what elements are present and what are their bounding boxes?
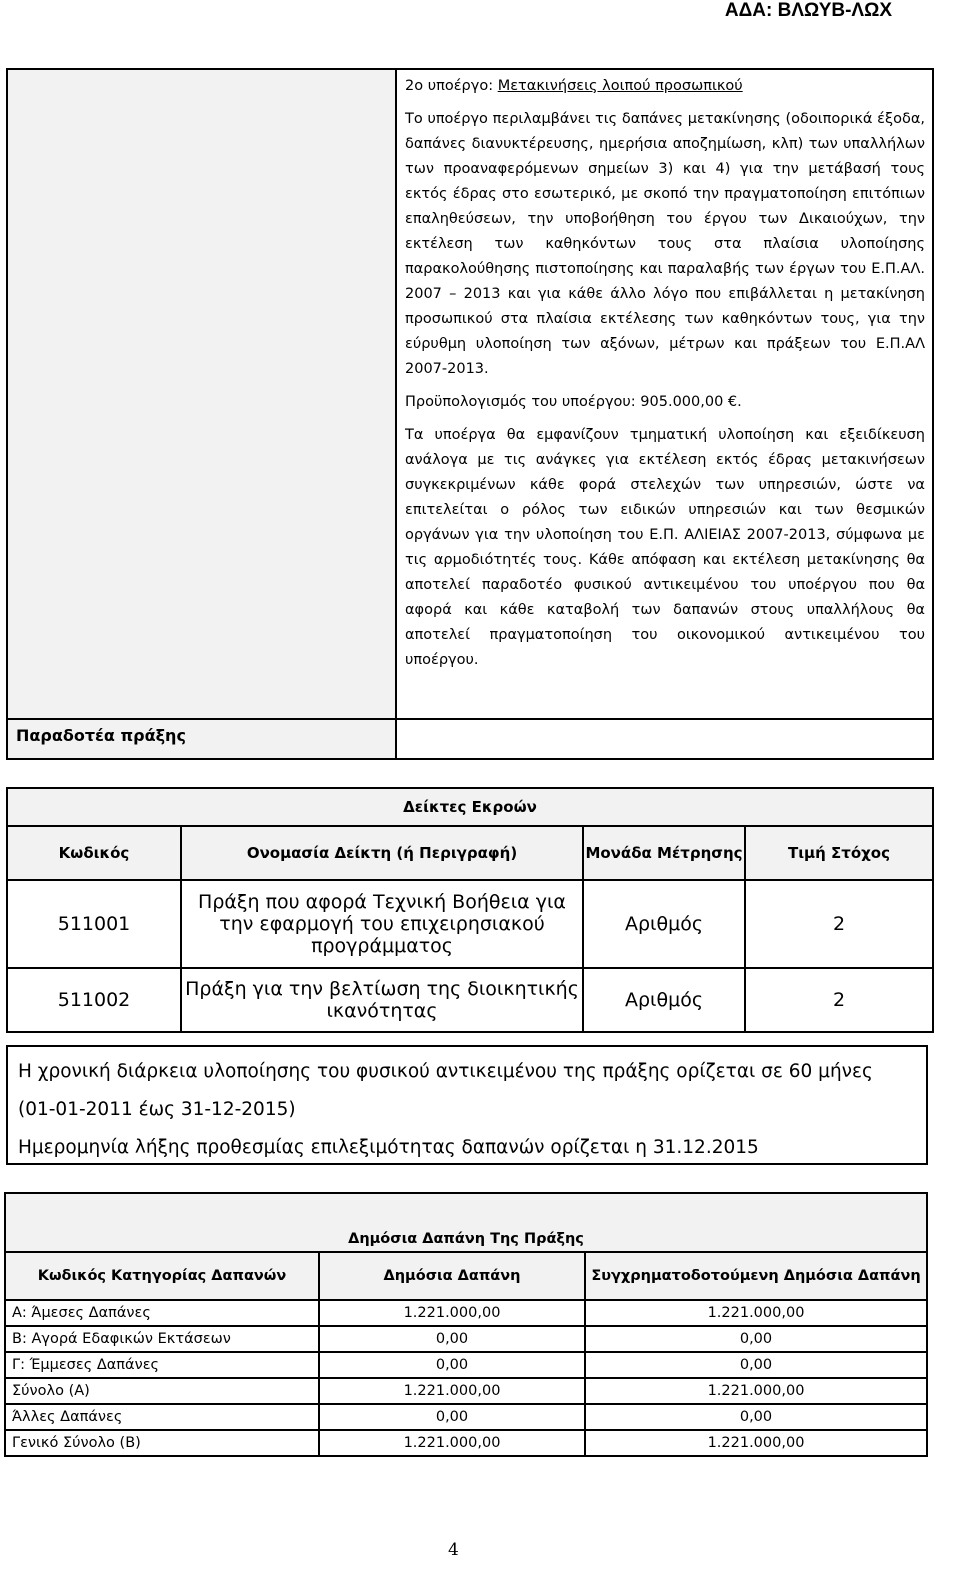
deliverables-label: Παραδοτέα πράξης (16, 726, 186, 745)
subproject-description: Το υποέργο περιλαμβάνει τις δαπάνες μετακίνησης (οδοιπορικά έξοδα, δαπάνες διανυκτέρευσης, ημερήσια αποζημίωση, κλπ) των υπαλλήλων των προαναφερόμενων σημείων 3) και 4) για την μετάβασή τους εκτός έδρας στο εσωτερικό, με σκοπό την πραγματοποίηση επιτόπιων επαληθεύσεων, την υποβοήθηση του έργου των Δικαιούχων, την εκτέλεση των καθηκόντων τους στα πλαίσια υλοποίησης παρακολούθησης πιστοποίησης και παραλαβής των έργων του Ε.Π.ΑΛ. 2007 – 2013 και για κάθε άλλο λόγο που επιβάλλεται η μετακίνηση προσωπικού στα πλαίσια εκτέλεσης των καθηκόντων τους, για την εύρυθμη υλοποίηση των αξόνων, μέτρων και πράξεων του Ε.Π.ΑΛ 2007-2013. (405, 111, 925, 377)
expenses-header-public: Δημόσια Δαπάνη (319, 1252, 585, 1300)
page-number: 4 (448, 1540, 459, 1560)
expense-category: Α: Άμεσες Δαπάνες (5, 1300, 319, 1326)
indicator-unit: Αριθμός (583, 968, 745, 1032)
expense-category: Β: Αγορά Εδαφικών Εκτάσεων (5, 1326, 319, 1352)
expense-public: 1.221.000,00 (319, 1430, 585, 1456)
table-row (5, 1326, 927, 1352)
indicators-header-target: Τιμή Στόχος (745, 826, 933, 880)
duration-line-3: Ημερομηνία λήξης προθεσμίας επιλεξιμότητας δαπανών ορίζεται η 31.12.2015 (18, 1137, 759, 1158)
expense-public: 0,00 (319, 1326, 585, 1352)
expense-cofunded: 1.221.000,00 (585, 1378, 927, 1404)
subproject-table (6, 68, 934, 760)
table-row (5, 1430, 927, 1456)
expense-cofunded: 1.221.000,00 (585, 1430, 927, 1456)
expense-public: 1.221.000,00 (319, 1300, 585, 1326)
subproject-title: Μετακινήσεις λοιπού προσωπικού (497, 78, 743, 94)
indicator-name: Πράξη που αφορά Τεχνική Βοήθεια για την εφαρμογή του επιχειρησιακού προγράμματος (181, 880, 583, 968)
expense-cofunded: 1.221.000,00 (585, 1300, 927, 1326)
table-row (5, 1300, 927, 1326)
indicator-target: 2 (745, 968, 933, 1032)
indicator-unit: Αριθμός (583, 880, 745, 968)
duration-box (6, 1045, 928, 1165)
indicator-name: Πράξη για την βελτίωση της διοικητικής ικανότητας (181, 968, 583, 1032)
indicator-target: 2 (745, 880, 933, 968)
indicator-code: 511002 (7, 968, 181, 1032)
indicators-header-name: Ονομασία Δείκτη (ή Περιγραφή) (181, 826, 583, 880)
table-row (5, 1352, 927, 1378)
expense-category: Γενικό Σύνολο (Β) (5, 1430, 319, 1456)
indicators-title: Δείκτες Εκροών (7, 788, 933, 826)
expenses-header-cofunded: Συγχρηματοδοτούμενη Δημόσια Δαπάνη (585, 1252, 927, 1300)
indicator-code: 511001 (7, 880, 181, 968)
expense-category: Σύνολο (Α) (5, 1378, 319, 1404)
expense-public: 1.221.000,00 (319, 1378, 585, 1404)
subproject-note: Τα υποέργα θα εμφανίζουν τμηματική υλοποίηση και εξειδίκευση ανάλογα με τις ανάγκες για εκτέλεση εκτός έδρας μετακινήσεων συγκεκριμένων κάθε φορά στελεχών των υπηρεσιών, ώστε να επιτελείται ο ρόλος των ειδικών υπηρεσιών και των θεσμικών οργάνων για την υλοποίηση του Ε.Π. ΑΛΙΕΙΑΣ 2007-2013, σύμφωνα με τις αρμοδιότητές τους. Κάθε απόφαση και εκτέλεση μετακίνησης θα αποτελεί παραδοτέο φυσικού αντικειμένου του υποέργου που θα αφορά και κάθε καταβολή των δαπανών στους υπαλλήλους θα αποτελεί πραγματοποίηση του οικονομικού αντικειμένου του υποέργου. (405, 427, 925, 668)
indicators-table (6, 787, 934, 1033)
table-row (5, 1378, 927, 1404)
expense-public: 0,00 (319, 1404, 585, 1430)
indicators-header-code: Κωδικός (7, 826, 181, 880)
expense-public: 0,00 (319, 1352, 585, 1378)
deliverables-value-cell (397, 720, 932, 758)
table-row (7, 968, 933, 1032)
subproject-budget: Προϋπολογισμός του υποέργου: 905.000,00 €. (405, 394, 742, 410)
expense-cofunded: 0,00 (585, 1352, 927, 1378)
table-row (7, 880, 933, 968)
indicators-header-unit: Μονάδα Μέτρησης (583, 826, 745, 880)
duration-line-1: Η χρονική διάρκεια υλοποίησης του φυσικού αντικειμένου της πράξης ορίζεται σε 60 μήνες (18, 1061, 873, 1082)
expenses-table (4, 1192, 928, 1457)
expenses-title: Δημόσια Δαπάνη Της Πράξης (5, 1193, 927, 1252)
expense-cofunded: 0,00 (585, 1404, 927, 1430)
expense-category: Άλλες Δαπάνες (5, 1404, 319, 1430)
expenses-header-category: Κωδικός Κατηγορίας Δαπανών (5, 1252, 319, 1300)
subproject-title-prefix: 2ο υποέργο: (405, 78, 498, 94)
ada-header: ΑΔΑ: ΒΛΩΥΒ-ΛΩΧ (724, 0, 892, 21)
expense-cofunded: 0,00 (585, 1326, 927, 1352)
expense-category: Γ: Έμμεσες Δαπάνες (5, 1352, 319, 1378)
duration-line-2: (01-01-2011 έως 31-12-2015) (18, 1099, 296, 1120)
table-row (5, 1404, 927, 1430)
subproject-text (405, 74, 925, 681)
